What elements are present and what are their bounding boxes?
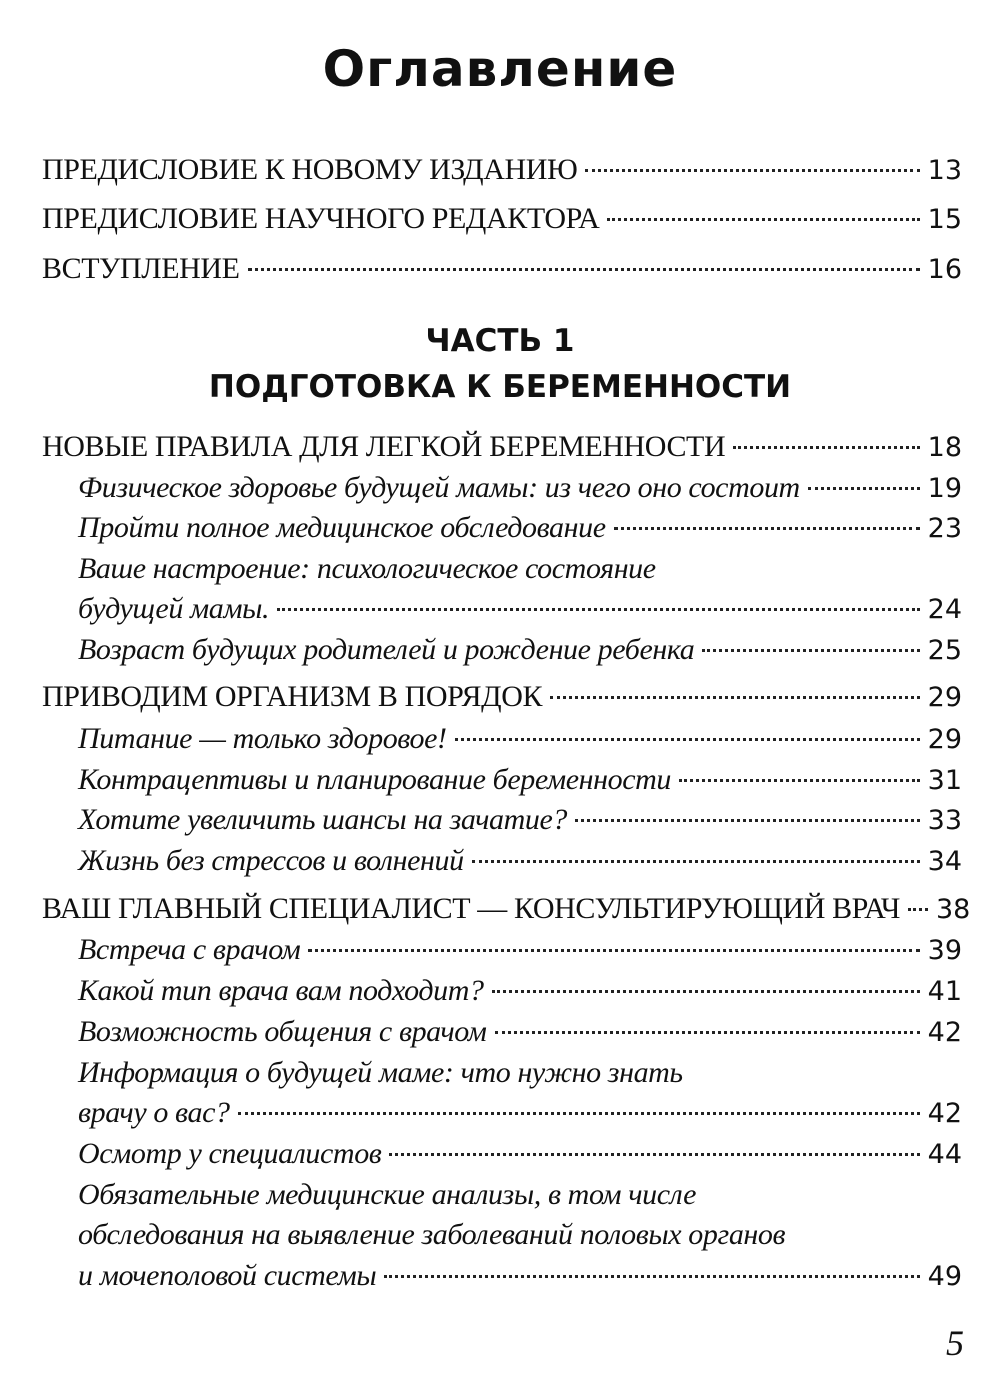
leader-dots	[808, 487, 920, 490]
entry-title: Жизнь без стрессов и волнений	[78, 844, 464, 877]
toc-subentry	[78, 589, 962, 629]
toc-subentry	[78, 760, 962, 800]
toc-entry	[42, 150, 962, 190]
leader-dots	[277, 608, 920, 611]
toc-subentry	[78, 508, 962, 548]
leader-dots	[679, 779, 920, 782]
entry-page: 42	[927, 1017, 962, 1048]
entry-title: ПРЕДИСЛОВИЕ К НОВОМУ ИЗДАНИЮ	[42, 153, 578, 186]
leader-dots	[384, 1275, 919, 1278]
entry-title: ВСТУПЛЕНИЕ	[42, 252, 240, 285]
part-heading	[0, 318, 1000, 410]
entry-title: Физическое здоровье будущей мамы: из чего оно состоит	[78, 471, 800, 504]
leader-dots	[389, 1153, 919, 1156]
leader-dots	[733, 446, 919, 449]
entry-title: Хотите увеличить шансы на зачатие?	[78, 803, 568, 836]
entry-title: Возраст будущих родителей и рождение ребенка	[78, 633, 695, 666]
entry-page: 38	[935, 894, 971, 925]
leader-dots	[575, 819, 920, 822]
toc-entry	[42, 249, 962, 289]
entry-title-line: Информация о будущей маме: что нужно знать	[78, 1056, 683, 1089]
entry-page: 44	[927, 1139, 962, 1170]
entry-page: 16	[927, 254, 962, 285]
toc-section	[42, 889, 971, 929]
toc-section	[42, 677, 962, 717]
entry-page: 19	[927, 473, 962, 504]
page-title: Оглавление	[322, 40, 678, 98]
part-title: ПОДГОТОВКА К БЕРЕМЕННОСТИ	[208, 369, 792, 405]
toc-subentry	[78, 841, 962, 881]
leader-dots	[495, 1031, 920, 1034]
entry-title: врачу о вас?	[78, 1096, 230, 1129]
entry-page: 49	[927, 1261, 962, 1292]
page-number: 5	[946, 1323, 964, 1363]
entry-title: ВАШ ГЛАВНЫЙ СПЕЦИАЛИСТ — КОНСУЛЬТИРУЮЩИЙ ВРАЧ	[42, 892, 900, 925]
leader-dots	[472, 860, 920, 863]
entry-title: и мочеполовой системы	[78, 1259, 377, 1292]
entry-title: Контрацептивы и планирование беременности	[78, 763, 672, 796]
entry-page: 31	[927, 765, 962, 796]
leader-dots	[614, 527, 920, 530]
leader-dots	[550, 696, 920, 699]
entry-title: Встреча с врачом	[78, 933, 301, 966]
toc-entry	[42, 199, 962, 239]
toc-subentry	[78, 1134, 962, 1174]
leader-dots	[492, 990, 920, 993]
leader-dots	[607, 218, 919, 221]
entry-title: Осмотр у специалистов	[78, 1137, 382, 1170]
entry-title: Возможность общения с врачом	[78, 1015, 487, 1048]
leader-dots	[308, 949, 919, 952]
entry-page: 29	[927, 724, 962, 755]
toc-subentry	[78, 1256, 962, 1296]
entry-title: Пройти полное медицинское обследование	[78, 511, 606, 544]
leader-dots	[238, 1112, 920, 1115]
toc-subentry	[78, 1012, 962, 1052]
leader-dots	[455, 738, 920, 741]
toc-subentry	[78, 930, 962, 970]
leader-dots	[248, 268, 920, 271]
toc-section	[42, 427, 962, 467]
entry-page: 24	[927, 594, 962, 625]
toc-subentry	[78, 630, 962, 670]
entry-page: 13	[927, 155, 962, 186]
entry-page: 29	[927, 682, 962, 713]
entry-title: ПРИВОДИМ ОРГАНИЗМ В ПОРЯДОК	[42, 680, 543, 713]
entry-title-line: Обязательные медицинские анализы, в том числе	[78, 1178, 697, 1211]
entry-title: Питание — только здоровое!	[78, 722, 447, 755]
toc-subentry	[78, 971, 962, 1011]
entry-page: 34	[927, 846, 962, 877]
entry-page: 25	[927, 635, 962, 666]
entry-title-line: Ваше настроение: психологическое состояние	[78, 552, 656, 585]
entry-title: Какой тип врача вам подходит?	[78, 974, 484, 1007]
entry-title-line: обследования на выявление заболеваний половых органов	[78, 1218, 786, 1251]
toc-subentry	[78, 468, 962, 508]
entry-title: будущей мамы.	[78, 592, 270, 625]
entry-page: 42	[927, 1098, 962, 1129]
entry-page: 39	[927, 935, 962, 966]
toc-subentry	[78, 800, 962, 840]
toc-subentry	[78, 1093, 962, 1133]
leader-dots	[585, 169, 919, 172]
entry-title: НОВЫЕ ПРАВИЛА ДЛЯ ЛЕГКОЙ БЕРЕМЕННОСТИ	[42, 430, 726, 463]
entry-page: 33	[927, 805, 962, 836]
entry-title: ПРЕДИСЛОВИЕ НАУЧНОГО РЕДАКТОРА	[42, 202, 600, 235]
leader-dots	[908, 908, 928, 911]
toc-subentry	[78, 719, 962, 759]
entry-page: 18	[927, 432, 962, 463]
leader-dots	[702, 649, 919, 652]
entry-page: 41	[927, 976, 962, 1007]
entry-page: 23	[927, 513, 962, 544]
part-number: ЧАСТЬ 1	[425, 323, 575, 359]
entry-page: 15	[927, 204, 962, 235]
